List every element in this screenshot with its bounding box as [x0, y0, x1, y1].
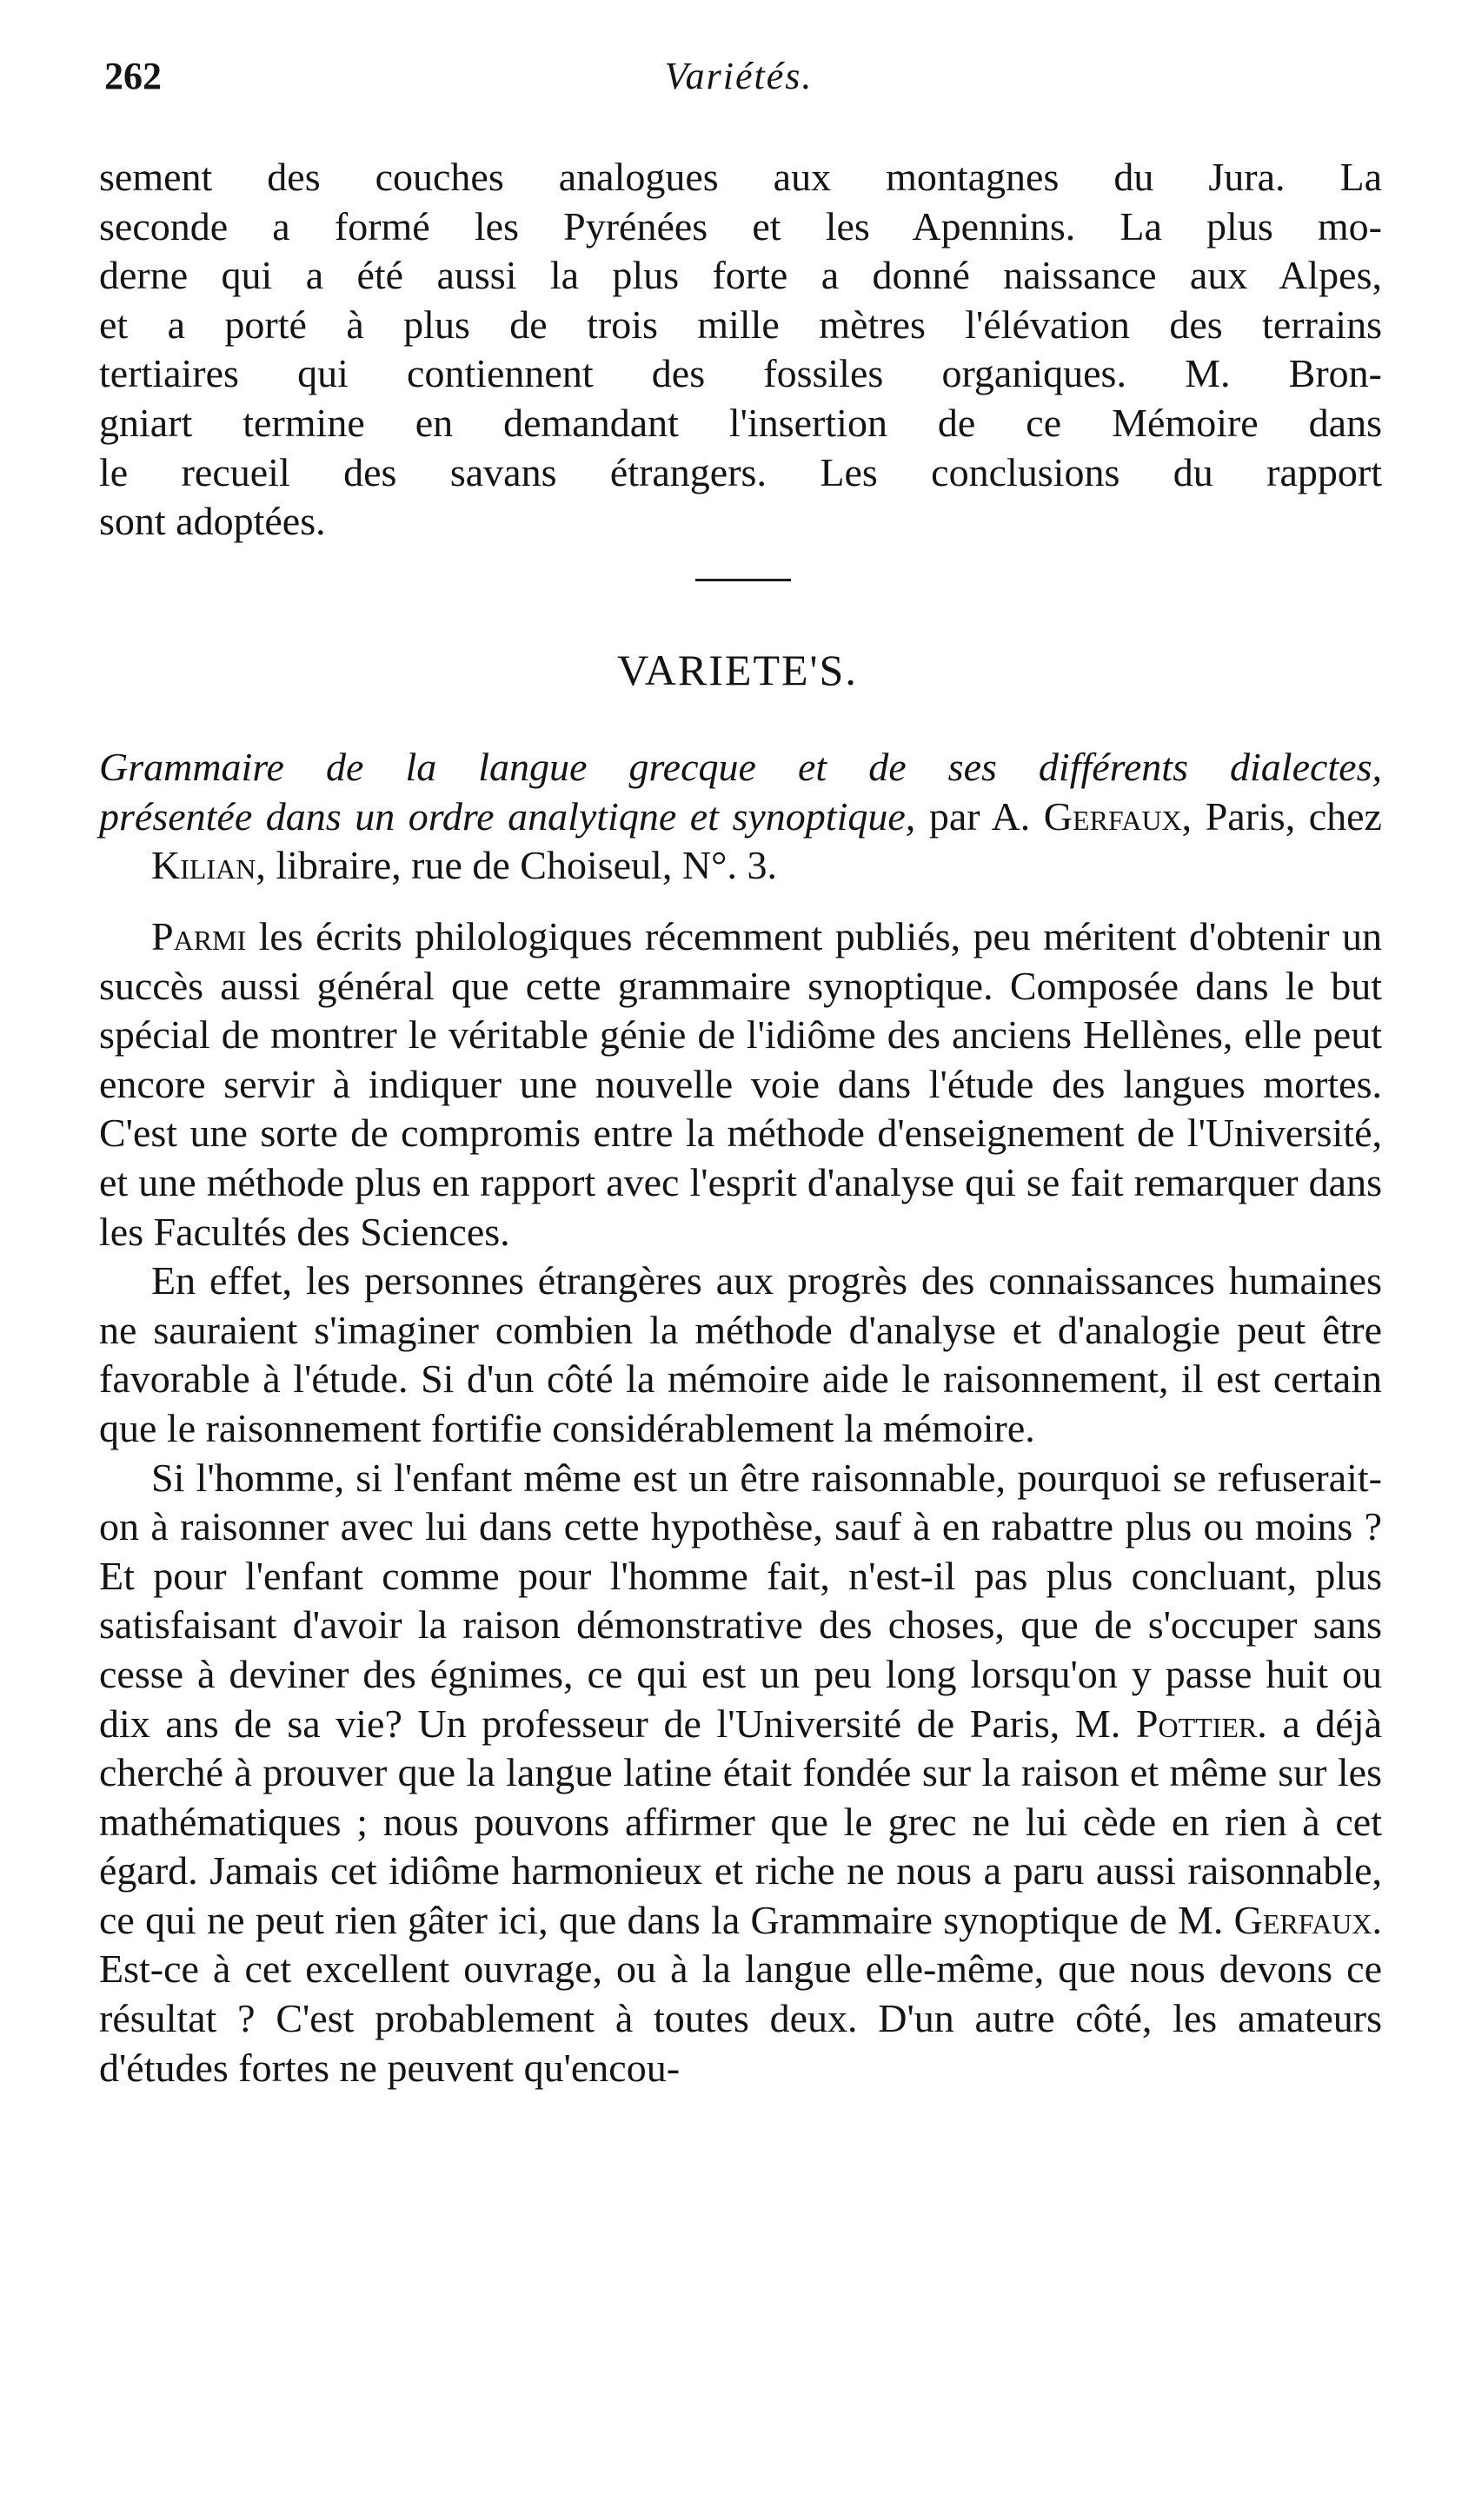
person-name-gerfaux: Gerfaux — [1233, 1897, 1372, 1942]
person-name-pottier: Pottier — [1135, 1701, 1258, 1746]
running-head — [104, 54, 1373, 115]
paragraph-text: Si l'homme, si l'enfant même est un être raisonnable, pourquoi se refuserait-on à raisonner avec lui dans cette hypothèse, sauf à en rabattre plus ou moins ? Et pour l'enfant comme pour l'homme fait, n'est-il pas plus concluant, plus satisfaisant d'avoir la raison démonstrative des choses, que de s'occuper sans cesse à deviner des égnimes, ce qui est un peu long lorsqu'on y passe huit ou dix ans de sa vie? Un professeur de l'Université de Paris, M. — [99, 1455, 1382, 1746]
intro-line: et a porté à plus de trois mille mètres l'élévation des terrains — [99, 302, 1382, 347]
review-body — [99, 912, 1382, 2092]
intro-line: seconde a formé les Pyrénées et les Apennins. La plus mo- — [99, 203, 1382, 249]
opening-word: Parmi — [151, 914, 247, 958]
citation-line-1 — [99, 743, 1382, 792]
body-paragraph-3 — [99, 1454, 1382, 2093]
intro-line: tertiaires qui contiennent des fossiles organiques. M. Bron- — [99, 351, 1382, 396]
intro-line: sont adoptées. — [99, 499, 326, 544]
body-paragraph-2: En effet, les personnes étrangères aux progrès des connaissances humaines ne sauraient s'imaginer combien la méthode d'analyse et d'analogie peut être favorable à l'étude. Si d'un côté la mémoire aide le raisonnement, il est certain que le raisonnement fortifie considérablement la mémoire. — [99, 1258, 1382, 1450]
running-title: Variétés. — [664, 55, 814, 97]
citation-by: par A. — [915, 793, 1044, 839]
paragraph-text: . a déjà cherché à prouver que la langue latine était fondée sur la raison et même sur les mathématiques ; nous pouvons affirmer que le grec ne lui cède en rien à cet égard. Jamais cet idiôme harmonieux et riche ne nous a paru aussi raisonnable, ce qui ne peut rien gâter ici, que dans la Grammaire synoptique de M. — [99, 1701, 1383, 1942]
page-number: 262 — [104, 55, 162, 97]
review-citation — [99, 743, 1382, 891]
paragraph-text: les écrits philologiques récemment publiés, peu méritent d'obtenir un succès aussi général que cette grammaire synoptique. Composée dans le but spécial de montrer le véritable génie de l'idiôme des anciens Hellènes, elle peut encore servir à indiquer une nouvelle voie dans l'étude des langues mortes. C'est une sorte de compromis entre la méthode d'enseignement de l'Université, et une méthode plus en rapport avec l'esprit d'analyse qui se fait remarquer dans les Facultés des Sciences. — [99, 914, 1382, 1254]
intro-paragraph — [99, 153, 1382, 547]
paragraph-text: . Est-ce à cet excellent ouvrage, ou à la langue elle-même, que nous devons ce résultat ? C'est probablement à toutes deux. D'un autre côté, les amateurs d'études fortes ne peuvent qu'encou- — [99, 1897, 1382, 2090]
citation-city: , Paris, chez — [1181, 793, 1382, 839]
citation-rest — [99, 792, 1382, 891]
intro-line: sement des couches analogues aux montagnes du Jura. La — [99, 155, 1382, 199]
separator-rule — [695, 579, 791, 581]
book-title-part-2: présentée dans un ordre analytiqne et synoptique, — [99, 793, 916, 839]
section-heading: VARIETE'S. — [617, 646, 858, 694]
publisher-name: Kilian — [151, 843, 256, 888]
body-paragraph-1 — [99, 912, 1382, 1257]
intro-line: le recueil des savans étrangers. Les conclusions du rapport — [99, 449, 1382, 494]
book-title-part-1: Grammaire de la langue grecque et de ses différents dialectes, — [99, 745, 1382, 789]
publisher-address: , libraire, rue de Choiseul, N°. 3. — [256, 843, 777, 888]
intro-line: gniart termine en demandant l'insertion de ce Mémoire dans — [99, 400, 1382, 445]
intro-line: derne qui a été aussi la plus forte a donné naissance aux Alpes, — [99, 253, 1382, 298]
author-name: Gerfaux — [1043, 793, 1182, 839]
